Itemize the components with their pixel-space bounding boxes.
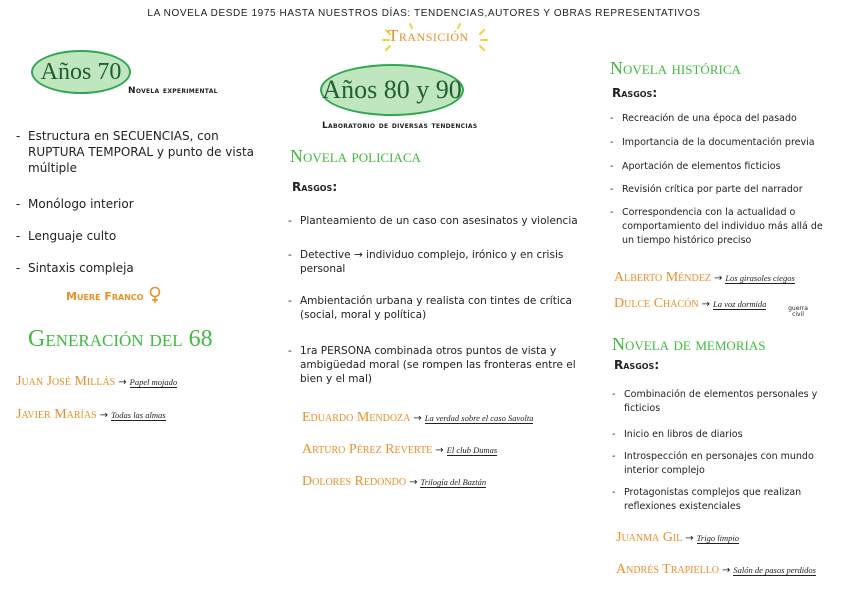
bullet-text: Estructura en SECUENCIAS, con RUPTURA TEMPORAL y punto de vista múltiple xyxy=(28,129,255,175)
bullet-text: Revisión crítica por parte del narrador xyxy=(622,184,803,195)
bullet-text: Importancia de la documentación previa xyxy=(622,137,815,148)
author-row xyxy=(302,438,497,458)
dash: - xyxy=(288,215,292,227)
list-item xyxy=(612,450,824,478)
author-row xyxy=(16,403,166,423)
rasgos-label: Rasgos: xyxy=(614,358,660,372)
bullet-text: Combinación de elementos personales y ficticios xyxy=(624,389,818,414)
list-item xyxy=(288,344,596,386)
bullet-text: Detective → individuo complejo, irónico y en crisis personal xyxy=(300,249,564,275)
author-name: Dolores Redondo xyxy=(302,474,407,489)
bullet-text: Sintaxis compleja xyxy=(28,261,134,275)
female-symbol-icon xyxy=(148,286,162,304)
transicion-label: Transición xyxy=(388,26,469,45)
dash: - xyxy=(610,161,614,172)
dash: - xyxy=(610,137,614,148)
author-row xyxy=(614,266,795,286)
bullet-text: Planteamiento de un caso con asesinatos y violencia xyxy=(300,215,578,227)
work-title: Salón de pasos perdidos xyxy=(733,565,816,575)
bullet-text: Recreación de una época del pasado xyxy=(622,113,797,124)
list-item xyxy=(610,112,832,126)
list-item xyxy=(288,294,580,322)
list-item xyxy=(612,388,824,416)
generacion-68-heading: Generación del 68 xyxy=(28,326,213,352)
dash: - xyxy=(288,345,292,357)
list-item xyxy=(288,214,600,228)
dash: - xyxy=(612,451,616,462)
arrow-icon: → xyxy=(713,273,723,284)
arrow-icon: → xyxy=(435,445,444,456)
author-name: Dulce Chacón xyxy=(614,296,699,311)
dash: - xyxy=(16,197,21,211)
dash: - xyxy=(610,113,614,124)
work-title: El club Dumas xyxy=(446,445,498,455)
arrow-icon: → xyxy=(118,377,127,388)
author-name: Eduardo Mendoza xyxy=(302,410,411,425)
author-name: Juanma Gil xyxy=(616,530,683,545)
author-row xyxy=(302,406,533,426)
list-item xyxy=(288,248,580,276)
author-row xyxy=(614,292,766,312)
novela-experimental-label: Novela experimental xyxy=(128,86,218,96)
author-name: Arturo Pérez Reverte xyxy=(302,442,433,457)
list-item xyxy=(16,196,134,212)
work-title: Los girasoles ciegos xyxy=(725,273,795,283)
rasgos-label: Rasgos: xyxy=(292,180,338,194)
list-item xyxy=(16,260,134,276)
author-row xyxy=(302,470,486,490)
page-title: LA NOVELA DESDE 1975 HASTA NUESTROS DÍAS: TENDENCIAS,AUTORES Y OBRAS REPRESENTATIVOS xyxy=(147,8,701,19)
arrow-icon: → xyxy=(722,565,731,576)
work-title: Trilogía del Baztán xyxy=(420,477,487,487)
author-row xyxy=(616,558,816,578)
author-name: Alberto Méndez xyxy=(614,270,711,285)
dash: - xyxy=(16,229,21,243)
bullet-text: Lenguaje culto xyxy=(28,229,117,243)
guerra-civil-note: guerra civil xyxy=(788,305,808,318)
bullet-text: Inicio en libros de diarios xyxy=(624,429,743,440)
work-title: Papel mojado xyxy=(129,377,178,387)
author-name: Javier Marías xyxy=(16,407,97,422)
rasgos-label: Rasgos: xyxy=(612,86,658,100)
author-row xyxy=(16,370,177,390)
arrow-icon: → xyxy=(99,410,109,421)
list-item xyxy=(612,486,824,514)
bullet-text: Protagonistas complejos que realizan reflexiones existenciales xyxy=(624,487,802,512)
novela-historica-heading: Novela histórica xyxy=(610,58,741,78)
dash: - xyxy=(16,261,21,275)
dash: - xyxy=(288,249,292,261)
muere-franco-text: Muere Franco xyxy=(66,290,144,303)
list-item xyxy=(610,160,832,174)
arrow-icon: → xyxy=(701,299,711,310)
dash: - xyxy=(612,487,616,498)
work-title: La verdad sobre el caso Savolta xyxy=(424,413,534,423)
bullet-text: Ambientación urbana y realista con tintes de crítica (social, moral y política) xyxy=(300,295,572,321)
author-row xyxy=(616,526,739,546)
list-item xyxy=(16,128,268,176)
list-item xyxy=(16,228,117,244)
muere-franco-label xyxy=(66,290,144,303)
bullet-text: Introspección en personajes con mundo interior complejo xyxy=(624,451,814,476)
anos-80-90-oval: Años 80 y 90 xyxy=(320,64,464,116)
author-name: Juan José Millás xyxy=(16,374,116,389)
list-item xyxy=(610,183,832,197)
dash: - xyxy=(16,129,21,143)
novela-policiaca-heading: Novela policiaca xyxy=(290,146,421,166)
dash: - xyxy=(610,184,614,195)
dash: - xyxy=(612,429,616,440)
dash: - xyxy=(288,295,292,307)
list-item xyxy=(612,428,824,442)
bullet-text: Aportación de elementos ficticios xyxy=(622,161,781,172)
novela-memorias-heading: Novela de memorias xyxy=(612,334,766,354)
list-item xyxy=(610,206,832,248)
work-title: Trigo limpio xyxy=(696,533,739,543)
bullet-text: 1ra PERSONA combinada otros puntos de vista y ambigüedad moral (se rompen las fronteras entre el bien y el mal) xyxy=(300,345,576,385)
author-name: Andrés Trapiello xyxy=(616,562,720,577)
dash: - xyxy=(610,207,614,218)
arrow-icon: → xyxy=(409,477,418,488)
laboratorio-label: Laboratorio de diversas tendencias xyxy=(322,121,478,131)
bullet-text: Monólogo interior xyxy=(28,197,134,211)
work-title: La voz dormida xyxy=(713,299,767,309)
arrow-icon: → xyxy=(685,533,694,544)
list-item xyxy=(610,136,832,150)
arrow-icon: → xyxy=(413,413,422,424)
work-title: Todas las almas xyxy=(111,410,166,420)
dash: - xyxy=(612,389,616,400)
bullet-text: Correspondencia con la actualidad o comportamiento del individuo más allá de un tiempo histórico preciso xyxy=(622,207,823,246)
anos-70-oval: Años 70 xyxy=(31,50,131,94)
